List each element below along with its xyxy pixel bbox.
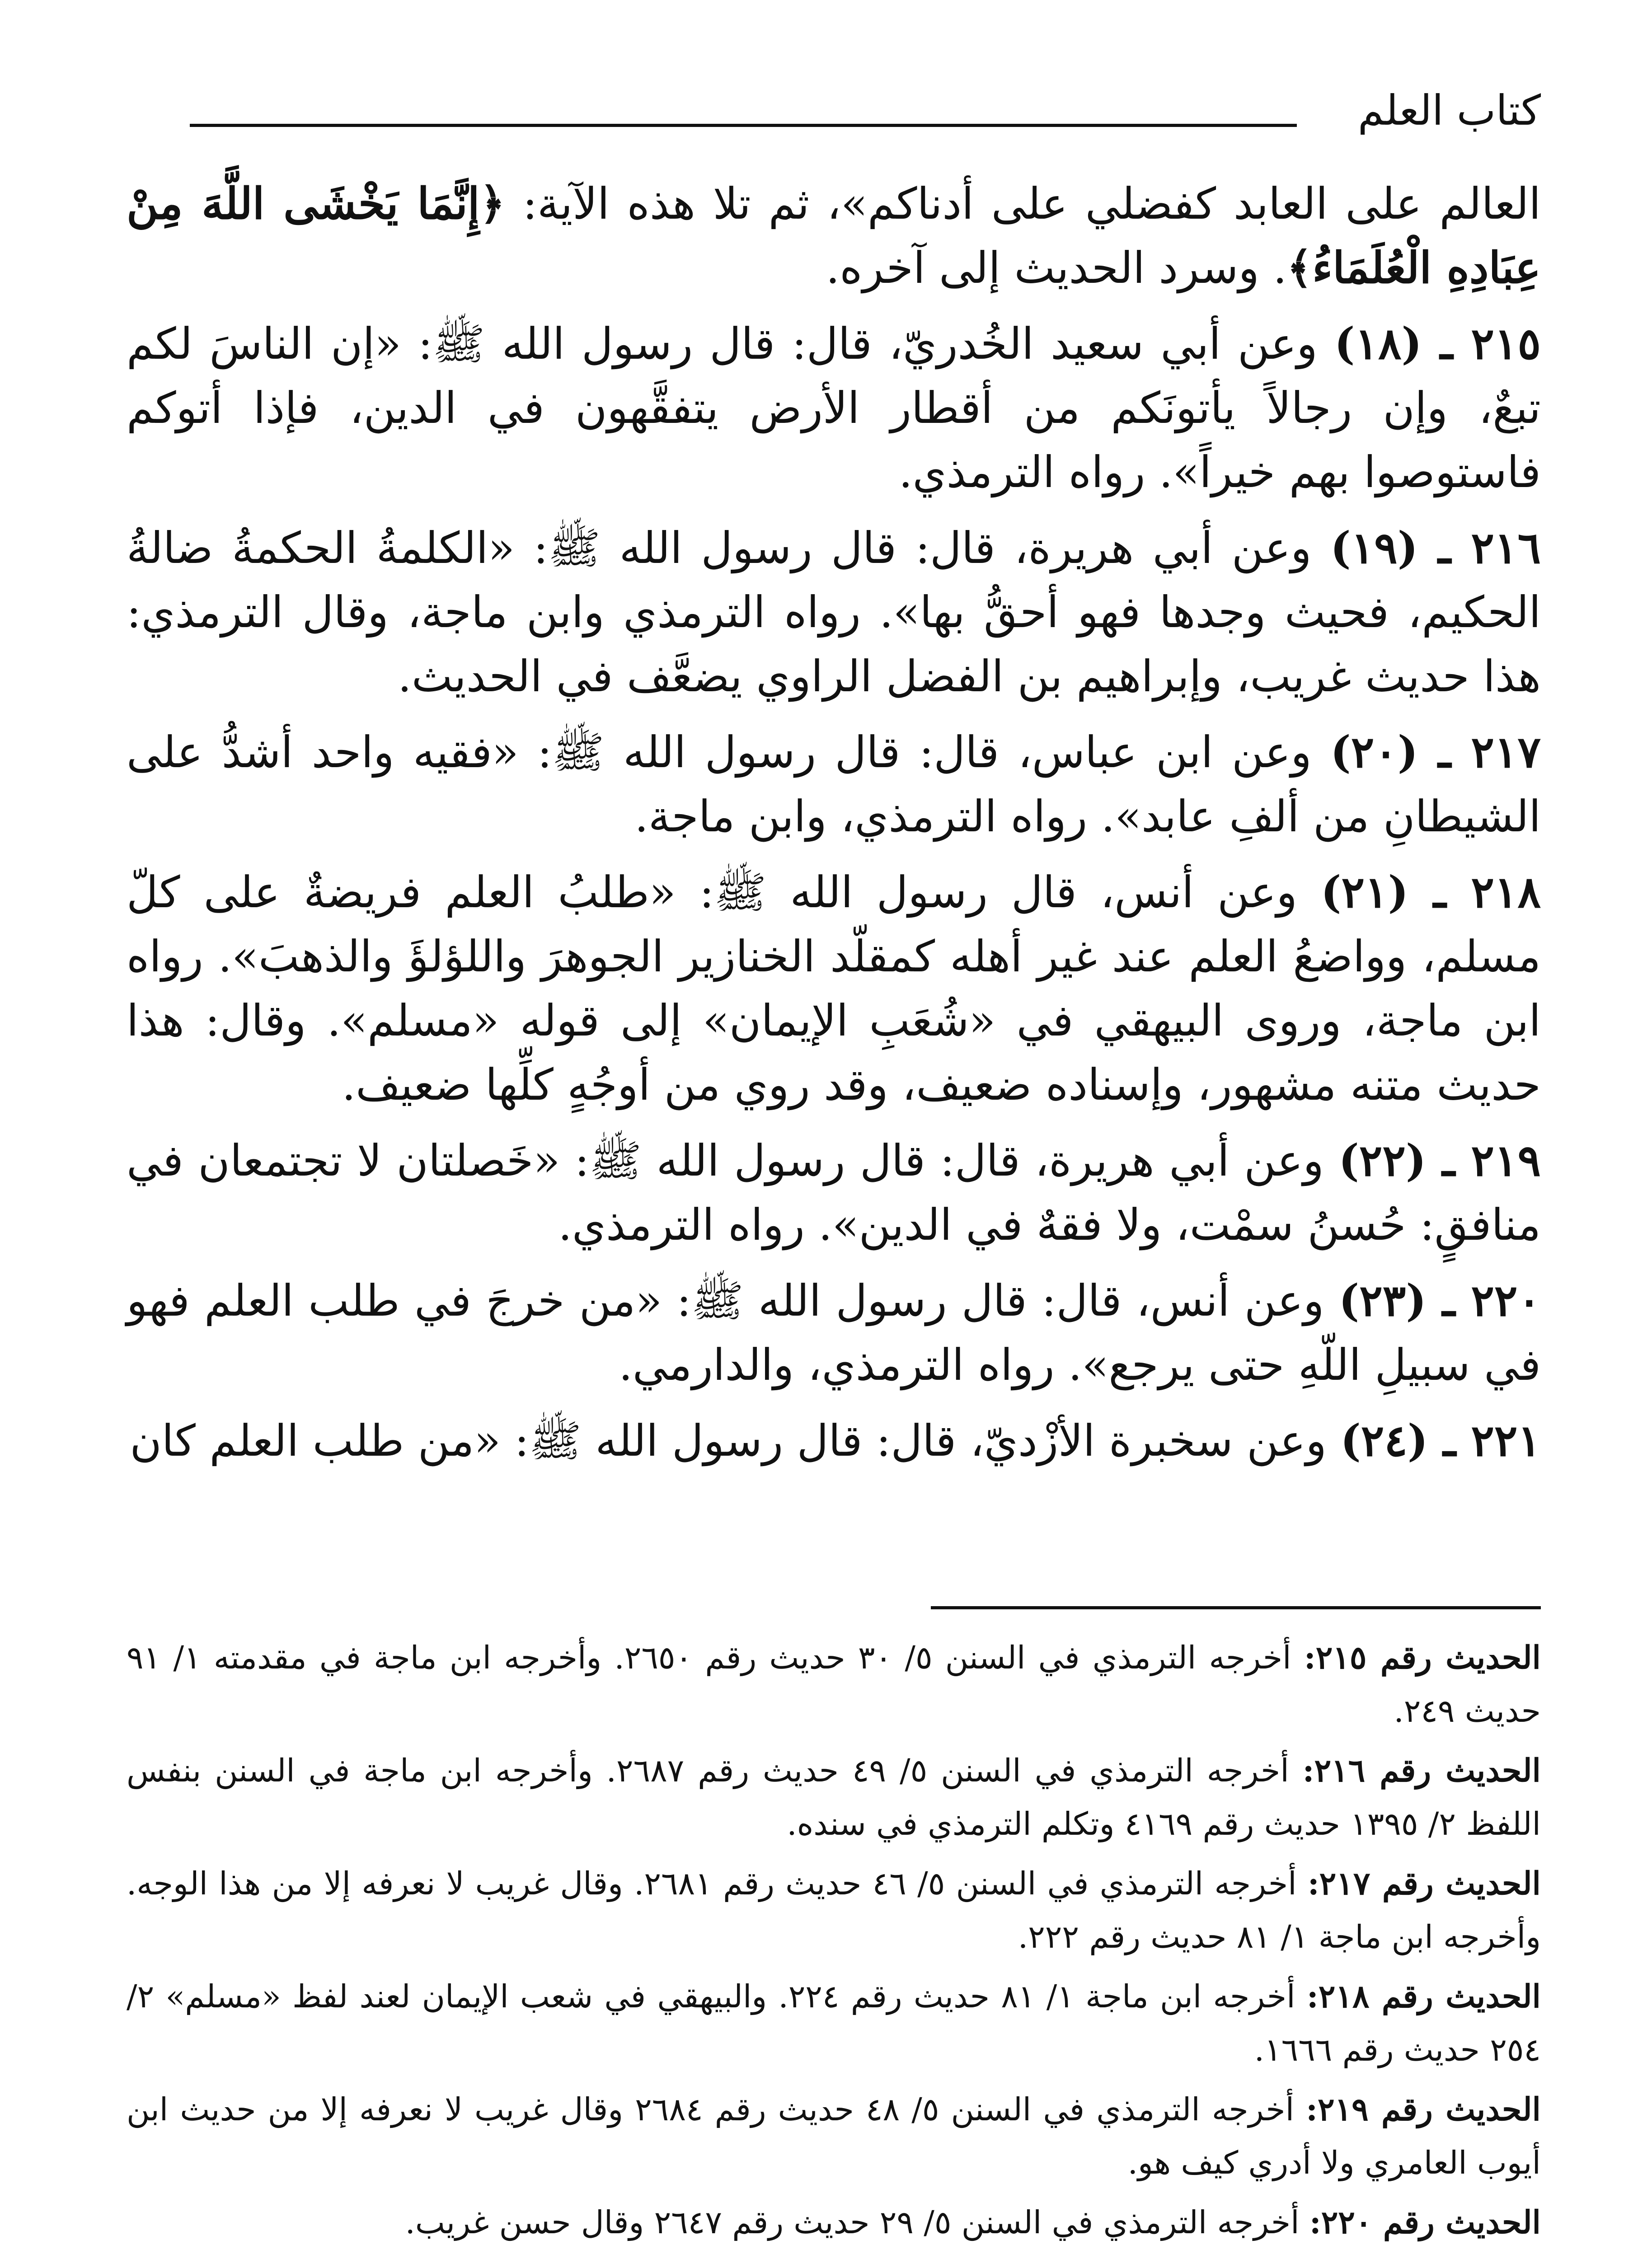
- hadith-number: ٢١٩ ـ (٢٢): [1338, 1135, 1541, 1186]
- intro-paragraph: [127, 172, 1541, 300]
- footnote-text: أخرجه الترمذي في السنن ٥/ ٤٨ حديث رقم ٢٦٨٤ وقال غريب لا نعرفه إلا من حديث ابن أيوب العامري ولا أدري كيف هو.: [127, 2091, 1541, 2181]
- intro-end: . وسرد الحديث إلى آخره.: [826, 243, 1287, 293]
- hadith-text: وعن أبي هريرة، قال: قال رسول الله ﷺ: «الكلمةُ الحكمةُ ضالةُ الحكيم، فحيث وجدها فهو أحقُّ بها». رواه الترمذي وابن ماجة، وقال الترمذي: هذا حديث غريب، وإبراهيم بن الفضل الراوي يضعَّف في الحديث.: [127, 523, 1541, 702]
- hadith-number: ٢٢١ ـ (٢٤): [1340, 1415, 1541, 1466]
- footnote: [127, 2196, 1541, 2249]
- hadith-paragraph: [127, 516, 1541, 708]
- footnote-text: أخرجه الترمذي في السنن ٥/ ٣٠ حديث رقم ٢٦٥٠. وأخرجه ابن ماجة في مقدمته ١/ ٩١ حديث ٢٤٩.: [127, 1639, 1541, 1729]
- header-rule: [190, 124, 1297, 127]
- hadith-number: ٢١٥ ـ (١٨): [1334, 318, 1541, 369]
- hadith-number: ٢٢٠ ـ (٢٣): [1338, 1275, 1541, 1326]
- footnote: [127, 1857, 1541, 1964]
- chapter-title: كتاب العلم: [1357, 86, 1541, 135]
- footnote-label: الحديث رقم ٢١٥:: [1304, 1639, 1541, 1676]
- footnote-text: أخرجه الترمذي في السنن ٥/ ٤٦ حديث رقم ٢٦٨١. وقال غريب لا نعرفه إلا من هذا الوجه. وأخرجه ابن ماجة ١/ ٨١ حديث رقم ٢٢٢.: [127, 1865, 1541, 1955]
- footnote: [127, 2083, 1541, 2189]
- hadith-paragraph: [127, 860, 1541, 1117]
- hadith-number: ٢١٦ ـ (١٩): [1330, 522, 1541, 573]
- footnotes: [127, 1631, 1541, 2259]
- hadith-text: وعن أبي سعيد الخُدريّ، قال: قال رسول الله ﷺ: «إن الناسَ لكم تبعٌ، وإن رجالاً يأتونَكم من أقطار الأرض يتفقَّهون في الدين، فإذا أتوكم فاستوصوا بهم خيراً». رواه الترمذي.: [127, 319, 1541, 497]
- footnote-label: الحديث رقم ٢١٩:: [1306, 2090, 1541, 2128]
- footnote-label: الحديث رقم ٢١٧:: [1307, 1865, 1541, 1902]
- page-header: [190, 77, 1541, 149]
- hadith-number: ٢١٧ ـ (٢٠): [1330, 726, 1541, 778]
- hadith-paragraph: [127, 1409, 1541, 1473]
- hadith-number: ٢١٨ ـ (٢١): [1321, 867, 1541, 918]
- hadith-paragraph: [127, 1129, 1541, 1257]
- hadith-paragraph: [127, 720, 1541, 848]
- quran-verse: ﴿إِنَّمَا يَخْشَى اللَّهَ مِنْ عِبَادِهِ الْعُلَمَاءُ﴾: [127, 178, 1541, 293]
- footnote-rule: [931, 1606, 1541, 1609]
- footnote: [127, 1631, 1541, 1738]
- footnote-label: الحديث رقم ٢٢٠:: [1309, 2203, 1541, 2241]
- footnote: [127, 1744, 1541, 1851]
- hadith-paragraph: [127, 1269, 1541, 1397]
- hadith-text: وعن ابن عباس، قال: قال رسول الله ﷺ: «فقيه واحد أشدُّ على الشيطانِ من ألفِ عابد». رواه الترمذي، وابن ماجة.: [127, 727, 1541, 842]
- footnote: [127, 2255, 1541, 2259]
- hadith-paragraph: [127, 312, 1541, 504]
- footnote: [127, 1970, 1541, 2076]
- hadith-text: وعن أنس، قال: قال رسول الله ﷺ: «من خرجَ في طلب العلم فهو في سبيلِ اللّهِ حتى يرجع». رواه الترمذي، والدارمي.: [127, 1275, 1541, 1390]
- footnote-label: الحديث رقم ٢١٨:: [1306, 1978, 1541, 2015]
- hadith-text: وعن أنس، قال رسول الله ﷺ: «طلبُ العلم فريضةٌ على كلّ مسلم، وواضعُ العلم عند غير أهله كمقلّد الخنازير الجوهرَ واللؤلؤَ والذهبَ». رواه ابن ماجة، وروى البيهقي في «شُعَبِ الإيمان» إلى قوله «مسلم». وقال: هذا حديث متنه مشهور، وإسناده ضعيف، وقد روي من أوجُهٍ كلِّها ضعيف.: [127, 867, 1541, 1110]
- intro-text: العالم على العابد كفضلي على أدناكم»، ثم تلا هذه الآية:: [505, 178, 1541, 229]
- footnote-text: أخرجه الترمذي في السنن ٥/ ٤٩ حديث رقم ٢٦٨٧. وأخرجه ابن ماجة في السنن بنفس اللفظ ٢/ ١٣٩٥ حديث رقم ٤١٦٩ وتكلم الترمذي في سنده.: [127, 1752, 1541, 1842]
- footnote-text: أخرجه الترمذي في السنن ٥/ ٢٩ حديث رقم ٢٦٤٧ وقال حسن غريب.: [405, 2204, 1309, 2241]
- footnote-text: أخرجه ابن ماجة ١/ ٨١ حديث رقم ٢٢٤. والبيهقي في شعب الإيمان لعند لفظ «مسلم» ٢/ ٢٥٤ حديث رقم ١٦٦٦.: [127, 1978, 1541, 2068]
- hadith-text: وعن سخبرة الأزْديّ، قال: قال رسول الله ﷺ: «من طلب العلم كان: [130, 1415, 1341, 1466]
- main-text: [127, 172, 1541, 1485]
- footnote-label: الحديث رقم ٢١٦:: [1302, 1752, 1541, 1789]
- hadith-text: وعن أبي هريرة، قال: قال رسول الله ﷺ: «خَصلتان لا تجتمعان في منافقٍ: حُسنُ سمْت، ولا فقهٌ في الدين». رواه الترمذي.: [127, 1135, 1541, 1250]
